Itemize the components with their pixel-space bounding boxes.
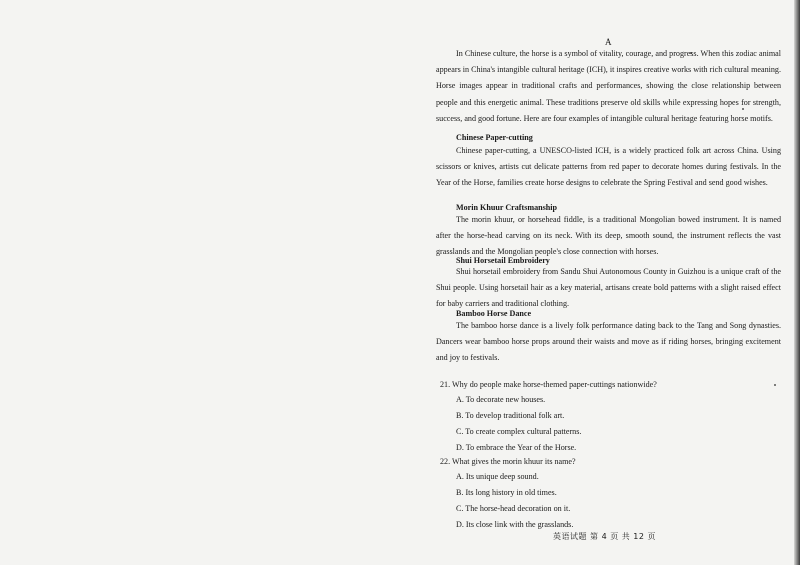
section-heading-horsetail-embroidery: Shui Horsetail Embroidery [456, 256, 550, 265]
paragraph-morin-khuur: The morin khuur, or horsehead fiddle, is a traditional Mongolian bowed instrument. It is named after the horse-head carving on its neck. With its deep, smooth sound, the instrument reflects the vast grasslands and the Mongolian people's close connection with horses. [436, 215, 781, 257]
intro-block [436, 46, 781, 127]
question-22-stem: 22. What gives the morin khuur its name? [440, 457, 576, 466]
paragraph-horsetail-embroidery: Shui horsetail embroidery from Sandu Shui Autonomous County in Guizhou is a unique craft of the Shui people. Using horsetail hair as a key material, artisans create bold patterns with a slight raised effect for baby carriers and traditional clothing. [436, 267, 781, 309]
section-body-bamboo-horse-dance [436, 318, 781, 367]
section-heading-paper-cutting: Chinese Paper-cutting [456, 133, 533, 142]
question-22-option-c[interactable]: C. The horse-head decoration on it. [456, 504, 571, 513]
question-21-option-a[interactable]: A. To decorate new houses. [456, 395, 546, 404]
question-21-option-d[interactable]: D. To embrace the Year of the Horse. [456, 443, 577, 452]
question-22-option-b[interactable]: B. Its long history in old times. [456, 488, 557, 497]
paragraph-bamboo-horse-dance: The bamboo horse dance is a lively folk performance dating back to the Tang and Song dynasties. Dancers wear bamboo horse props around their waists and move as if riding horses, bringing excitement and joy to festivals. [436, 321, 781, 363]
intro-paragraph: In Chinese culture, the horse is a symbol of vitality, courage, and progress. When this zodiac animal appears in China's intangible cultural heritage (ICH), it inspires creative works with rich cultural meaning. Horse images appear in traditional crafts and performances, showing the close relationship between people and this energetic animal. These traditions preserve old skills while expressing hopes for strength, success, and good fortune. Here are four examples of intangible cultural heritage featuring horse motifs. [436, 49, 781, 123]
scan-speck [774, 384, 776, 386]
section-heading-bamboo-horse-dance: Bamboo Horse Dance [456, 309, 532, 318]
paragraph-paper-cutting: Chinese paper-cutting, a UNESCO-listed ICH, is a widely practiced folk art across China. Using scissors or knives, artists cut delicate patterns from red paper to decorate homes during festivals. In the Year of the Horse, families create horse designs to celebrate the Spring Festival and send good wishes. [436, 146, 781, 188]
question-22-option-a[interactable]: A. Its unique deep sound. [456, 472, 539, 481]
section-heading-morin-khuur: Morin Khuur Craftsmanship [456, 203, 558, 212]
question-21-stem: 21. Why do people make horse-themed paper-cuttings nationwide? [440, 380, 657, 389]
section-body-morin-khuur [436, 212, 781, 261]
question-22-option-d[interactable]: D. Its close link with the grasslands. [456, 520, 574, 529]
question-21-option-c[interactable]: C. To create complex cultural patterns. [456, 427, 582, 436]
section-body-paper-cutting [436, 143, 781, 192]
section-letter: A [605, 37, 612, 47]
section-body-horsetail-embroidery [436, 264, 781, 313]
page-footer: 英语试题 第 4 页 共 12 页 [553, 532, 657, 541]
question-21-option-b[interactable]: B. To develop traditional folk art. [456, 411, 565, 420]
scan-edge-shadow [794, 0, 800, 565]
